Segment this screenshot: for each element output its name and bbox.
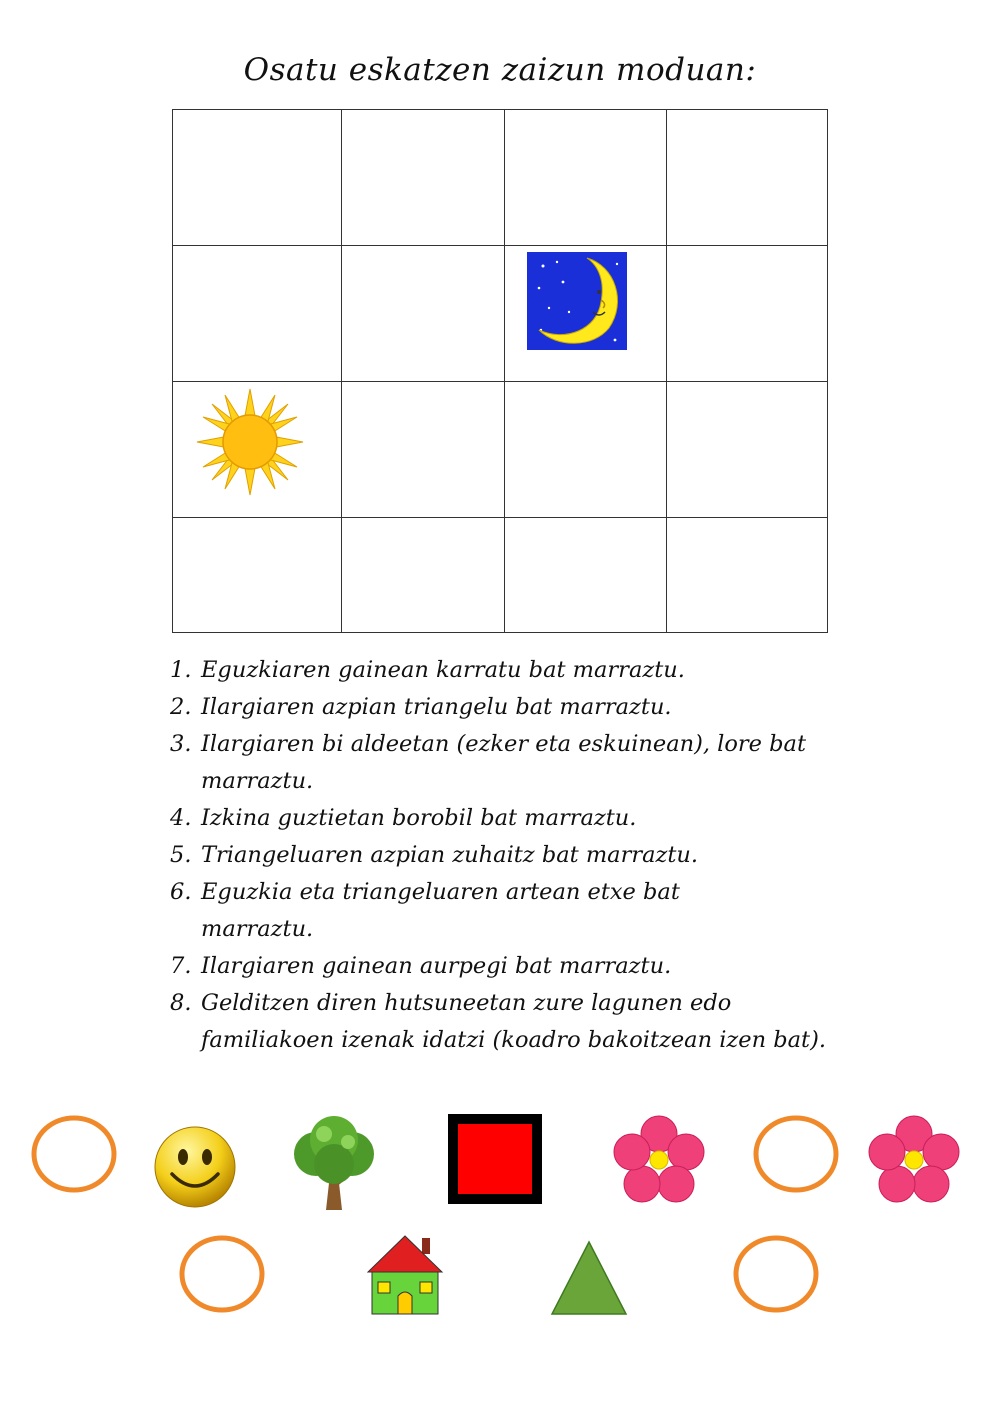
grid-line [173,381,827,382]
instruction-item: 5. Triangeluaren azpian zuhaitz bat marraztu. [170,842,699,868]
grid-line [173,517,827,518]
moon-icon [527,252,627,350]
flower-icon[interactable] [612,1114,706,1204]
instruction-item: 6. Eguzkia eta triangeluaren artean etxe bat marraztu. [170,879,680,942]
circle-icon[interactable] [30,1114,118,1194]
grid-line [504,110,505,632]
sun-icon [195,387,305,497]
grid-line [666,110,667,632]
tree-icon[interactable] [286,1114,382,1214]
worksheet-title: Osatu eskatzen zaizun moduan: [243,52,757,88]
grid-line [173,245,827,246]
instruction-item: 7. Ilargiaren gainean aurpegi bat marraztu. [170,953,672,979]
triangle-icon[interactable] [550,1240,628,1316]
instructions-list [170,652,890,1059]
circle-icon[interactable] [178,1234,266,1314]
house-icon[interactable] [366,1234,444,1316]
circle-icon[interactable] [732,1234,820,1314]
instruction-item: 4. Izkina guztietan borobil bat marraztu. [170,805,637,831]
instruction-item: 2. Ilargiaren azpian triangelu bat marraztu. [170,694,672,720]
circle-icon[interactable] [752,1114,840,1194]
instruction-item: 1. Eguzkiaren gainean karratu bat marraztu. [170,657,685,683]
square-icon[interactable] [448,1114,542,1204]
smiley-icon[interactable] [152,1124,238,1210]
flower-icon[interactable] [865,1114,963,1204]
placement-grid [172,109,828,633]
instruction-item: 8. Gelditzen diren hutsuneetan zure lagunen edo familiakoen izenak idatzi (koadro bakoitzean izen bat). [170,990,827,1053]
grid-line [341,110,342,632]
instruction-item: 3. Ilargiaren bi aldeetan (ezker eta eskuinean), lore bat marraztu. [170,731,807,794]
